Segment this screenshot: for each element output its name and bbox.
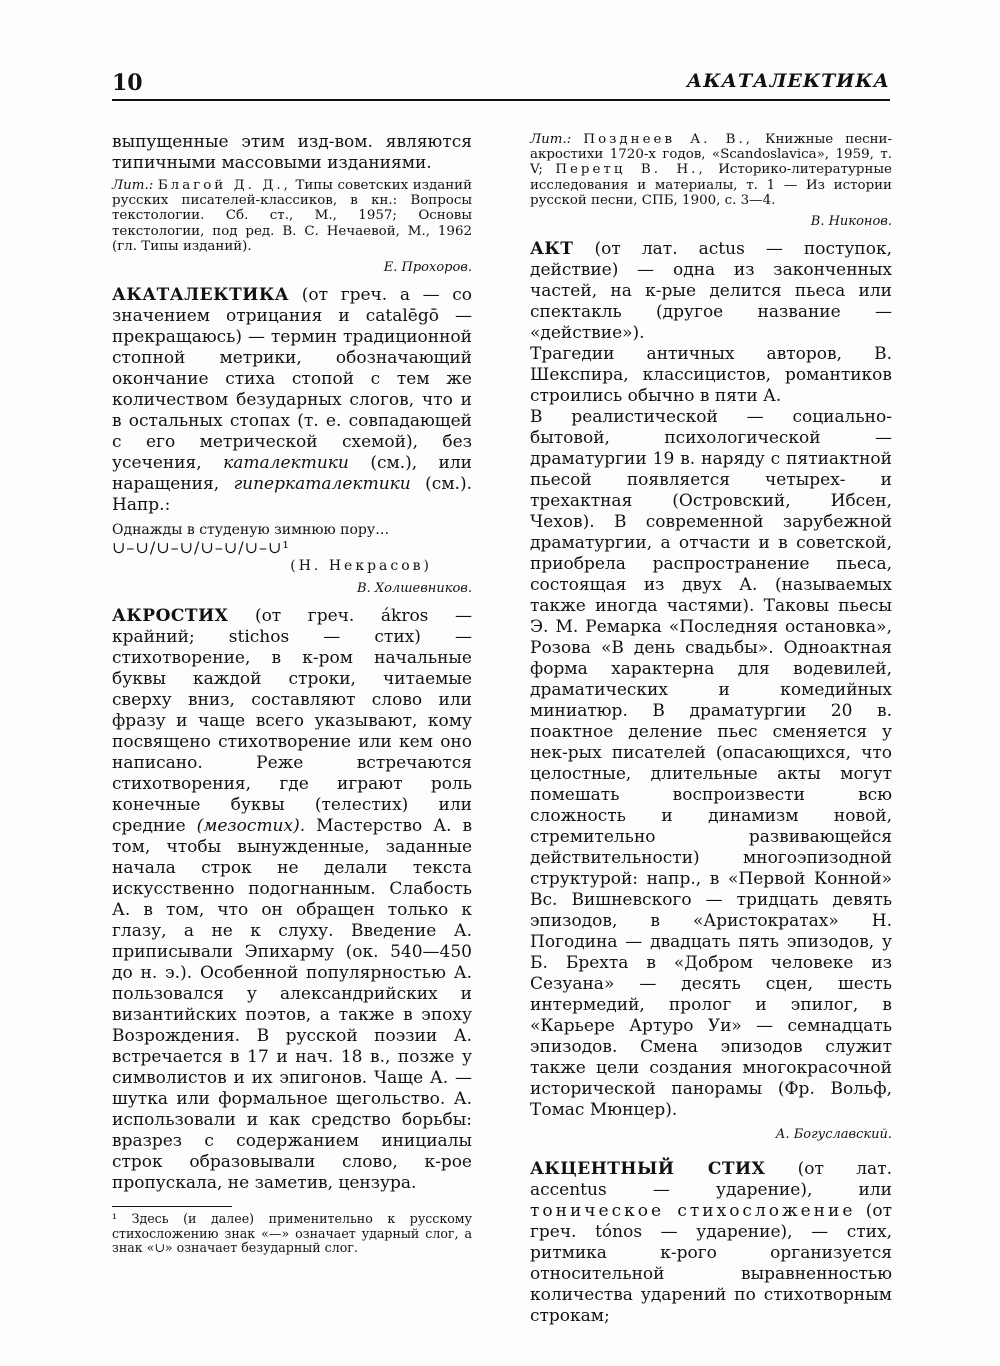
lit-label: Лит.: (112, 178, 154, 193)
verse-example (112, 522, 472, 575)
entry-text: (от лат. actus — поступок, действие) — одна из законченных частей, на к-рые делится пьеса или спектакль (другое название — «действие»). (530, 239, 892, 344)
article-author: А. Богуславский. (775, 1127, 892, 1143)
entry-paragraph: Трагедии античных авторов, В. Шекспира, классицистов, романтиков строились обычно в пяти А. (530, 344, 892, 407)
entry-akrostikh (112, 606, 472, 1194)
verse-line: Однажды в студеную зимнюю пору… (112, 522, 390, 539)
intro-text: выпущенные этим изд-вом. являются типичными массовыми изданиями. (112, 132, 472, 173)
headword: АКАТАЛЕКТИКА (112, 285, 290, 306)
headword: АКТ (530, 239, 574, 260)
article-author: В. Никонов. (810, 214, 892, 230)
left-column (112, 132, 472, 1256)
running-head: АКАТАЛЕКТИКА (686, 70, 890, 92)
term-italic: (мезостих). (196, 816, 306, 837)
spaced-term: тоническое стихосложение (530, 1201, 856, 1222)
article-author: Е. Прохоров. (383, 260, 472, 276)
cross-reference: каталектики (223, 453, 349, 474)
entry-akatalektika (112, 285, 472, 516)
verse-source: (Н. Некрасов) (290, 558, 432, 575)
footnote: ¹ Здесь (и далее) применительно к русскому стихосложению знак «—» означает ударный слог, а знак «∪» означает безударный слог. (112, 1211, 472, 1256)
entry-text: (от греч. a — со значением отрицания и catalēgō — прекращаюсь) — термин традиционной стопной метрики, обозначающий окончание стиха стопой с тем же количеством безударных слогов, что и в остальных стопах (т. е. совпадающей с его метрической схемой), без усечения, (112, 285, 472, 474)
entry-text: Мастерство А. в том, чтобы вынужденные, заданные начала строк не делали текста искусственно подогнанным. Слабость А. в том, что он обращен только к глазу, а не к слуху. Введение А. приписывали Эпихарму (ок. 540—450 до н. э.). Особенной популярностью А. пользовался у александрийских и византийских поэтов, а также в эпоху Возрождения. В русской поэзии А. встречается в 17 и нач. 18 в., позже у символистов и их эпигонов. Чаще А. — шутка или формальное щегольство. А. использовали и как средство борьбы: вразрез с содержанием инициалы строк образовывали слово, к-рое пропускала, не заметив, цензура. (112, 816, 473, 1194)
page-number: 10 (112, 70, 143, 96)
lit-text: Историко-литературные исследования и материалы, т. 1 — Из истории русской песни, СПБ, 1900, с. 3—4. (530, 162, 892, 208)
entry-aktsentnyi-stikh (530, 1159, 892, 1327)
headword: АКРОСТИХ (112, 606, 229, 627)
entry-text: (от лат. accentus — ударение), или (530, 1159, 892, 1201)
article-author: В. Холшевников. (357, 581, 472, 597)
meter-scheme: ∪–∪/∪–∪/∪–∪/∪–∪¹ (112, 538, 290, 558)
page-header (112, 64, 890, 104)
header-rule (112, 99, 890, 101)
entry-text: (от греч. tónos — ударение), — стих, ритмика к-рого организуется относительной выравненностью количества ударений по стихотворным строкам; (530, 1201, 892, 1327)
entry-text: (см.). Напр.: (112, 474, 472, 516)
footnote-rule (112, 1206, 232, 1207)
cross-reference: гиперкаталектики (233, 474, 411, 495)
entry-akt (530, 239, 892, 344)
right-column (530, 132, 892, 1327)
entry-text: (см.), или наращения, (112, 453, 473, 495)
lit-author-name: Перетц В. Н., (555, 162, 706, 178)
entry-paragraph: В реалистической — социально-бытовой, психологической — драматургии 19 в. наряду с пятиактной пьесой появляется четырех- и трехактная (Островский, Ибсен, Чехов). В современной зарубежной драматургии, а отчасти и в советской, приобрела распространение пьеса, состоящая из двух А. (называемых также иногда частями). Таковы пьесы Э. М. Ремарка «Последняя остановка», Розова «В день свадьбы». Одноактная форма характерна для водевилей, драматических и комедийных миниатюр. В драматургии 20 в. поактное деление пьес сменяется у нек-рых писателей (опасающихся, что целостные, длительные акты могут помешать воспроизвести всю сложность и динамизм новой, стремительно развивающейся действительности) многоэпизодной структурой: напр., в «Первой Конной» Вс. Вишневского — тридцать девять эпизодов, в «Аристократах» Н. Погодина — двадцать пять эпизодов, у Б. Брехта в «Добром человеке из Сезуана» — десять сцен, шесть интермедий, пролог и эпилог, в «Карьере Артуро Уи» — семнадцать эпизодов. Смена эпизодов служит также цели создания многокрасочной исторической панорамы (Фр. Вольф, Томас Мюнцер). (530, 407, 892, 1121)
lit-author-name: Благой Д. Д., (157, 178, 291, 193)
entry-text: (от греч. ákros — крайний; stichos — стих) — стихотворение, в к-ром начальные буквы каждой строки, читаемые сверху вниз, составляют слово или фразу и чаще всего указывают, кому посвящено стихотворение или кем оно написано. Реже встречаются стихотворения, где играют роль конечные буквы (телестих) или средние (112, 606, 472, 837)
lit-author-name: Позднеев А. В., (583, 132, 753, 147)
literature-block (112, 178, 472, 254)
literature-block (530, 132, 892, 208)
lit-label: Лит.: (530, 132, 572, 147)
lit-text: Типы советских изданий русских писателей-классиков, в кн.: Вопросы текстологии. Сб. ст., М., 1957; Основы текстологии, под ред. В. С. Нечаевой, М., 1962 (гл. Типы изданий). (112, 178, 473, 254)
lit-text: Книжные песни-акростихи 1720-х годов, «Scandoslavica», 1959, т. V; (530, 132, 892, 178)
headword: АКЦЕНТНЫЙ СТИХ (530, 1159, 766, 1180)
